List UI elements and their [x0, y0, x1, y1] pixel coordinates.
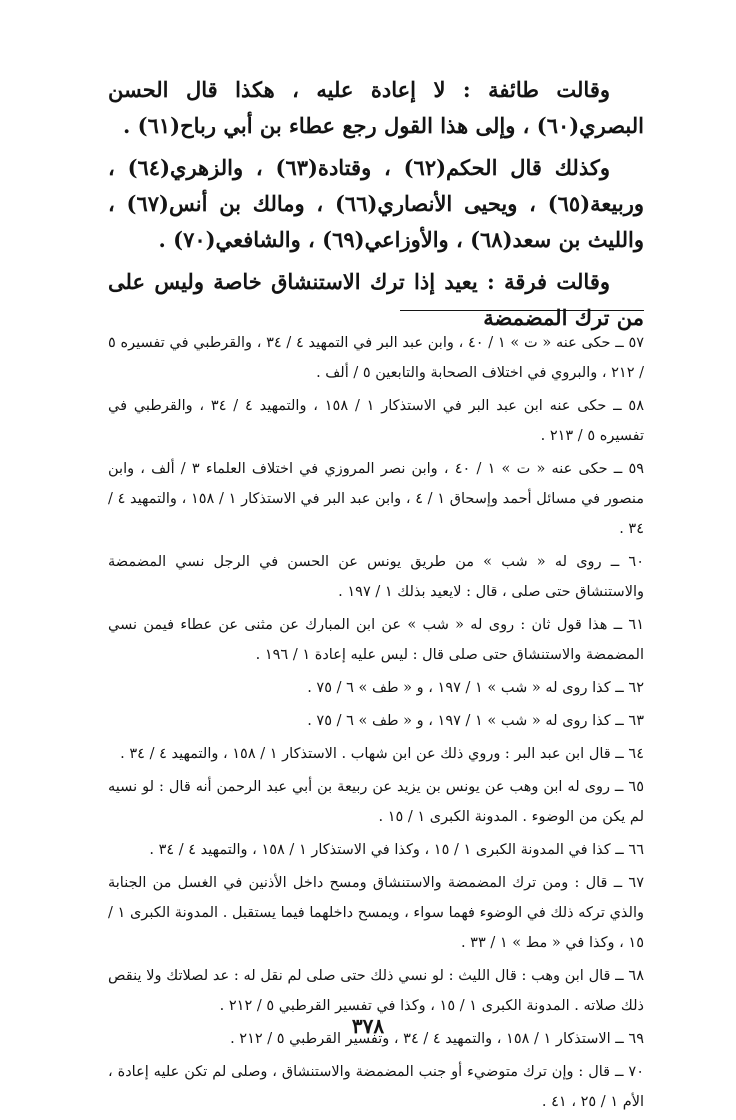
footnote-69: ٦٩ ــ الاستذكار ١ / ١٥٨ ، والتمهيد ٤ / ٣٤ ، وتفسير القرطبي ٥ / ٢١٢ . — [230, 1031, 644, 1047]
footnote-66: ٦٦ ــ كذا في المدونة الكبرى ١ / ١٥ ، وكذا في الاستذكار ١ / ١٥٨ ، والتمهيد ٤ / ٣٤ . — [149, 842, 644, 858]
page-number: ٣٧٨ — [351, 1014, 385, 1038]
footnote-67: ٦٧ ــ قال : ومن ترك المضمضة والاستنشاق ومسح داخل الأذنين في الغسل من الجنابة والذي تركه ذلك في الوضوء فهما سواء ، ويمسح داخلهما فيما يستقبل . المدونة الكبرى ١ / ١٥ ، وكذا في « مط » ١ / ٣٣ . — [108, 875, 644, 951]
footnote-63: ٦٣ ــ كذا روى له « شب » ١ / ١٩٧ ، و « طف » ٦ / ٧٥ . — [307, 713, 644, 729]
footnote-61: ٦١ ــ هذا قول ثان : روى له « شب » عن ابن المبارك عن مثنى عن عطاء فيمن نسي المضمضة والاستنشاق حتى صلى قال : ليس عليه إعادة ١ / ١٩٦ . — [108, 617, 644, 663]
paragraph-2-text: وكذلك قال الحكم(٦٢) ، وقتادة(٦٣) ، والزهري(٦٤) ، وربيعة(٦٥) ، ويحيى الأنصاري(٦٦) ، ومالك بن أنس(٦٧) ، والليث بن سعد(٦٨) ، والأوزاعي(٦٩) ، والشافعي(٧٠) . — [108, 155, 645, 252]
paragraph-2 — [108, 150, 644, 258]
footnote-60: ٦٠ ــ روى له « شب » من طريق يونس عن الحسن في الرجل نسي المضمضة والاستنشاق حتى صلى ، قال : لايعيد بذلك ١ / ١٩٧ . — [108, 554, 644, 600]
footnote-58: ٥٨ ــ حكى عنه ابن عبد البر في الاستذكار ١ / ١٥٨ ، والتمهيد ٤ / ٣٤ ، والقرطبي في تفسيره ٥ / ٢١٣ . — [108, 398, 644, 444]
footnote-57: ٥٧ ــ حكى عنه « ت » ١ / ٤٠ ، وابن عبد البر في التمهيد ٤ / ٣٤ ، والقرطبي في تفسيره ٥ / ٢١٢ ، والبروي في اختلاف الصحابة والتابعين ٥ / ألف . — [108, 335, 645, 381]
footnote-68: ٦٨ ــ قال ابن وهب : قال الليث : لو نسي ذلك حتى صلى لم نقل له : عد لصلاتك ولا ينقص ذلك صلاته . المدونة الكبرى ١ / ١٥ ، وكذا في تفسير القرطبي ٥ / ٢١٢ . — [108, 968, 644, 1014]
footnote-59: ٥٩ ــ حكى عنه « ت » ١ / ٤٠ ، وابن نصر المروزي في اختلاف العلماء ٣ / ألف ، وابن منصور في مسائل أحمد وإسحاق ١ / ٤ ، وابن عبد البر في الاستذكار ١ / ١٥٨ ، والتمهيد ٤ / ٣٤ . — [108, 461, 645, 537]
paragraph-1-text: وقالت طائفة : لا إعادة عليه ، هكذا قال الحسن البصري(٦٠) ، وإلى هذا القول رجع عطاء بن أبي رباح(٦١) . — [108, 77, 644, 138]
footnote-70: ٧٠ ــ قال : وإن ترك متوضيء أو جنب المضمضة والاستنشاق ، وصلى لم تكن عليه إعادة ، الأم ١ / ٢٥ ، ٤١ . — [108, 1064, 644, 1110]
footnote-64: ٦٤ ــ قال ابن عبد البر : وروي ذلك عن ابن شهاب . الاستذكار ١ / ١٥٨ ، والتمهيد ٤ / ٣٤ . — [120, 746, 644, 762]
paragraph-3-text: وقالت فرقة : يعيد إذا ترك الاستنشاق خاصة وليس على من ترك المضمضة — [108, 269, 644, 330]
paragraph-1 — [108, 72, 644, 144]
footnote-65: ٦٥ ــ روى له ابن وهب عن يونس بن يزيد عن ربيعة بن أبي عبد الرحمن أنه قال : لو نسيه لم يكن من الوضوء . المدونة الكبرى ١ / ١٥ . — [108, 779, 644, 825]
footnote-62: ٦٢ ــ كذا روى له « شب » ١ / ١٩٧ ، و « طف » ٦ / ٧٥ . — [307, 680, 644, 696]
paragraph-3 — [108, 264, 644, 336]
footnotes — [108, 328, 644, 1120]
footnote-divider — [400, 310, 644, 311]
main-text — [108, 72, 644, 342]
